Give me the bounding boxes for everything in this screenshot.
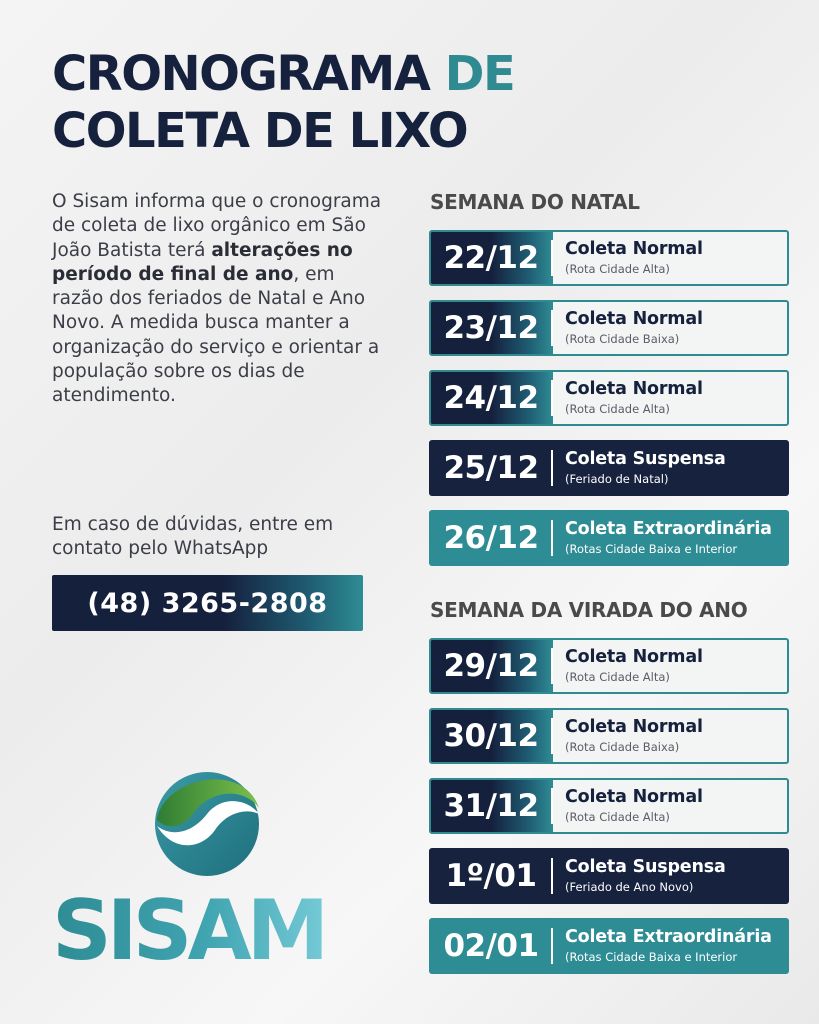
schedule-date: 25/12 — [429, 440, 553, 496]
schedule-status: Coleta Normal — [565, 647, 703, 667]
schedule-detail: (Feriado de Ano Novo) — [565, 880, 694, 894]
schedule-date: 29/12 — [429, 638, 553, 694]
schedule-detail: (Rota Cidade Baixa) — [565, 740, 680, 754]
schedule-status: Coleta Normal — [565, 309, 703, 329]
schedule-status: Coleta Normal — [565, 239, 703, 259]
schedule-info — [553, 510, 789, 566]
schedule-info — [553, 232, 787, 284]
schedule-info — [553, 302, 787, 354]
schedule-info — [553, 440, 789, 496]
schedule-detail: (Rota Cidade Alta) — [565, 810, 670, 824]
schedule-info — [553, 780, 787, 832]
week-title-natal: SEMANA DO NATAL — [430, 190, 640, 214]
schedule-row — [429, 440, 789, 496]
intro-text-bold: alterações no período de final de ano — [52, 239, 353, 285]
schedule-date: 31/12 — [429, 778, 553, 834]
whatsapp-phone-button[interactable]: (48) 3265-2808 — [52, 575, 363, 631]
schedule-date: 22/12 — [429, 230, 553, 286]
schedule-row — [429, 300, 789, 356]
schedule-row — [429, 370, 789, 426]
schedule-status: Coleta Normal — [565, 717, 703, 737]
schedule-row — [429, 848, 789, 904]
schedule-status: Coleta Normal — [565, 787, 703, 807]
intro-text-part2: , em razão dos feriados de Natal e Ano Novo. A medida busca manter a organização do serviço e orientar a população sobre os dias de atendimento. — [52, 263, 380, 407]
title-line2: COLETA DE LIXO — [52, 103, 468, 159]
schedule-date: 24/12 — [429, 370, 553, 426]
schedule-row — [429, 230, 789, 286]
sisam-leaf-sphere-icon — [153, 768, 261, 876]
schedule-info — [553, 372, 787, 424]
schedule-info — [553, 710, 787, 762]
schedule-status: Coleta Extraordinária — [565, 519, 772, 539]
schedule-detail: (Rota Cidade Alta) — [565, 402, 670, 416]
schedule-row — [429, 918, 789, 974]
title-line1-dark: CRONOGRAMA — [52, 46, 430, 102]
schedule-detail: (Rota Cidade Alta) — [565, 262, 670, 276]
title-line1-accent: DE — [444, 46, 515, 102]
schedule-date: 23/12 — [429, 300, 553, 356]
schedule-status: Coleta Suspensa — [565, 857, 726, 877]
schedule-detail: (Feriado de Natal) — [565, 472, 669, 486]
intro-paragraph — [52, 190, 382, 409]
contact-text: Em caso de dúvidas, entre em contato pelo WhatsApp — [52, 514, 334, 560]
schedule-date: 1º/01 — [429, 848, 553, 904]
schedule-date: 30/12 — [429, 708, 553, 764]
sisam-logo-text: SISAM — [52, 882, 325, 979]
schedule-detail: (Rota Cidade Alta) — [565, 670, 670, 684]
page-title — [52, 46, 514, 160]
schedule-status: Coleta Extraordinária — [565, 927, 772, 947]
schedule-info — [553, 918, 789, 974]
schedule-status: Coleta Suspensa — [565, 449, 726, 469]
schedule-detail: (Rota Cidade Baixa) — [565, 332, 680, 346]
schedule-date: 26/12 — [429, 510, 553, 566]
schedule-row — [429, 778, 789, 834]
week-title-virada: SEMANA DA VIRADA DO ANO — [430, 598, 748, 622]
schedule-date: 02/01 — [429, 918, 553, 974]
schedule-detail: (Rotas Cidade Baixa e Interior — [565, 950, 738, 964]
schedule-row — [429, 638, 789, 694]
schedule-detail: (Rotas Cidade Baixa e Interior — [565, 542, 738, 556]
schedule-info — [553, 848, 789, 904]
schedule-status: Coleta Normal — [565, 379, 703, 399]
intro-text-part1: O Sisam informa que o cronograma de coleta de lixo orgânico em São João Batista terá — [52, 191, 382, 261]
schedule-row — [429, 510, 789, 566]
schedule-row — [429, 708, 789, 764]
schedule-info — [553, 640, 787, 692]
